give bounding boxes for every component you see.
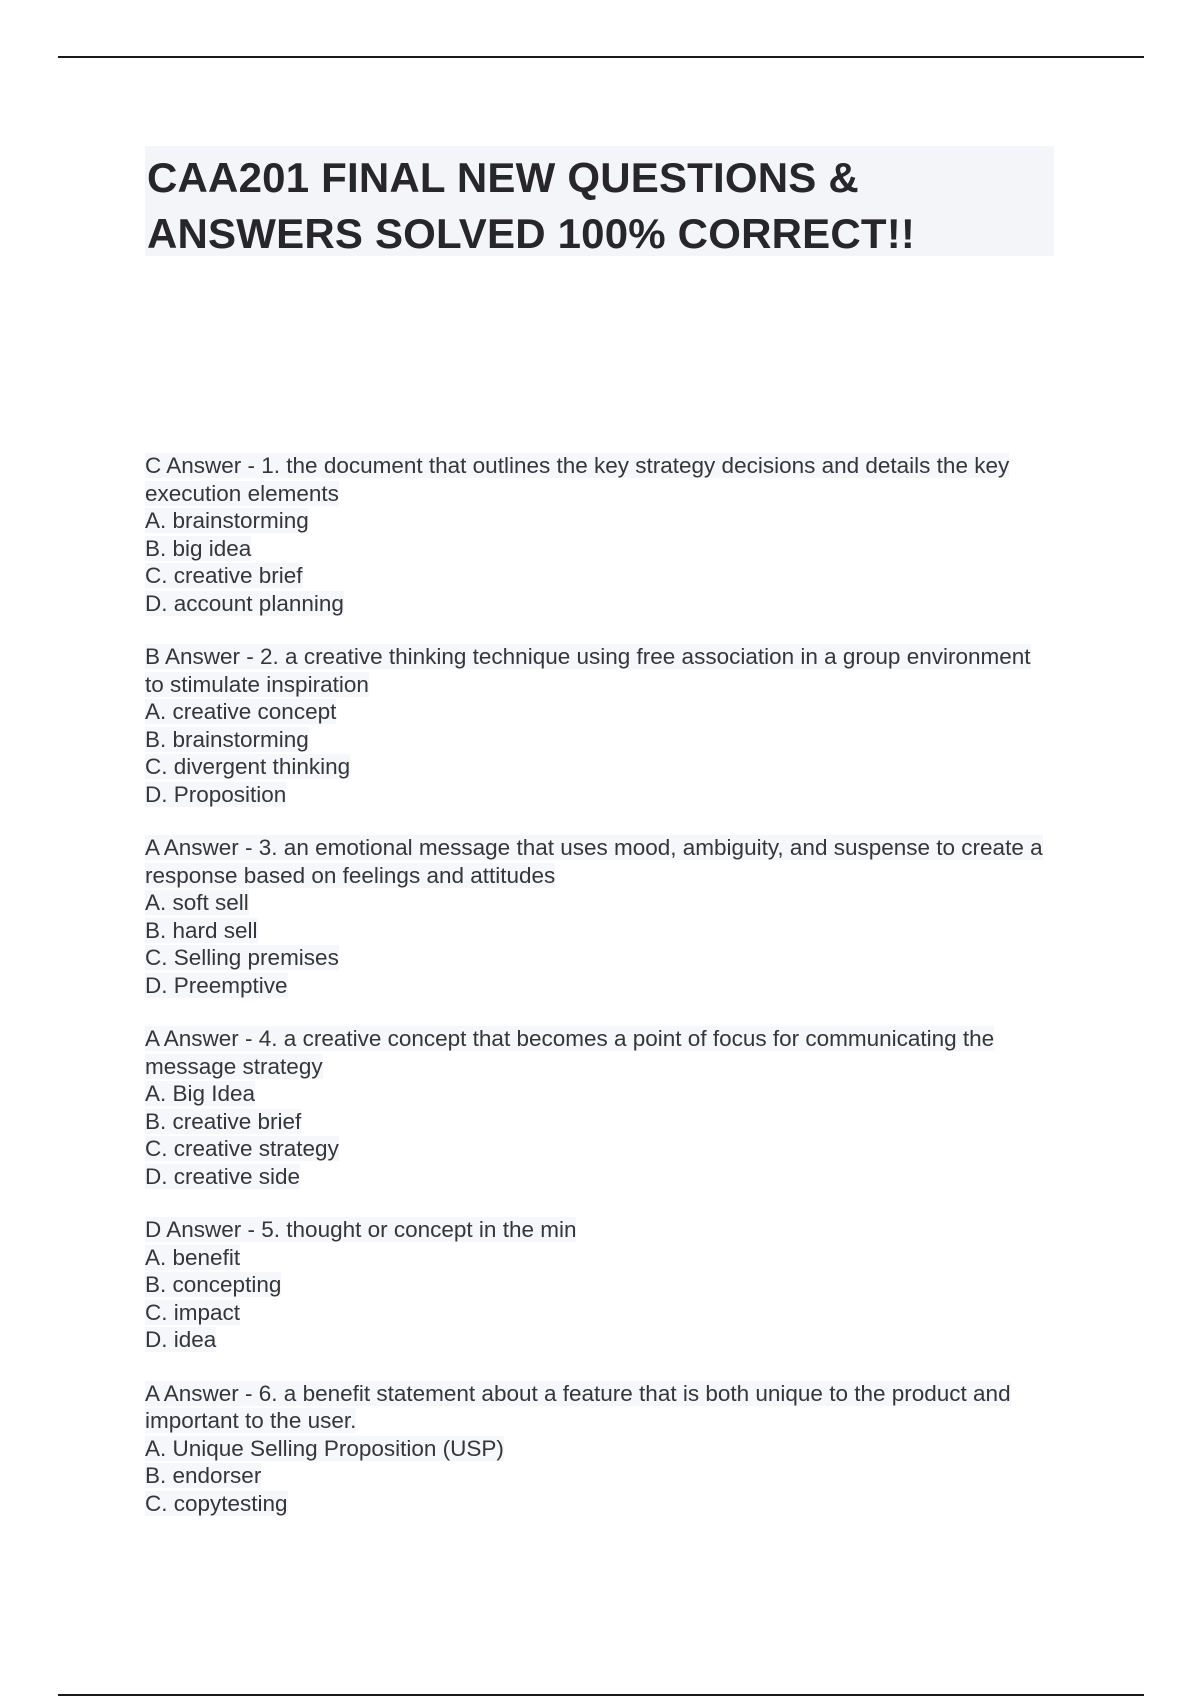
- top-rule: [58, 56, 1144, 58]
- answer-option: [145, 781, 1055, 809]
- answer-option-text: A. brainstorming: [145, 508, 309, 533]
- answer-option-text: C. impact: [145, 1299, 241, 1325]
- answer-option-text: C. Selling premises: [145, 945, 339, 970]
- answer-option-text: C. creative brief: [145, 563, 303, 588]
- question-prompt-text: C Answer - 1. the document that outlines the key strategy decisions and details the key execution elements: [145, 453, 1010, 506]
- title-line-1: CAA201 FINAL NEW QUESTIONS &: [147, 154, 859, 201]
- question-prompt: [145, 643, 1055, 698]
- question-prompt-text: A Answer - 6. a benefit statement about a feature that is both unique to the product and important to the user.: [145, 1380, 1011, 1433]
- answer-option: [145, 590, 1055, 618]
- question-prompt: [145, 834, 1055, 889]
- question-2: [145, 643, 1055, 808]
- answer-option: [145, 1244, 1055, 1272]
- answer-option-text: D. creative side: [145, 1163, 301, 1189]
- answer-option: [145, 1490, 1055, 1518]
- question-3: [145, 834, 1055, 999]
- answer-option-text: A. creative concept: [145, 699, 337, 724]
- answer-option-text: D. account planning: [145, 590, 344, 616]
- answer-option: [145, 1299, 1055, 1327]
- question-prompt-text: A Answer - 4. a creative concept that becomes a point of focus for communicating the message strategy: [145, 1026, 995, 1079]
- answer-option-text: B. creative brief: [145, 1108, 302, 1134]
- question-prompt: [145, 1216, 1055, 1244]
- answer-option-text: D. Proposition: [145, 781, 287, 807]
- answer-option: [145, 1080, 1055, 1108]
- answer-option-text: A. benefit: [145, 1244, 241, 1270]
- answer-option: [145, 917, 1055, 945]
- answer-option: [145, 972, 1055, 1000]
- answer-option: [145, 1135, 1055, 1163]
- question-prompt-text: B Answer - 2. a creative thinking technique using free association in a group environment to stimulate inspiration: [145, 644, 1031, 697]
- answer-option-text: B. endorser: [145, 1463, 262, 1488]
- answer-option: [145, 726, 1055, 754]
- answer-option: [145, 507, 1055, 535]
- document-title: [145, 146, 1054, 256]
- question-prompt-text: A Answer - 3. an emotional message that uses mood, ambiguity, and suspense to create a response based on feelings and attitudes: [145, 835, 1043, 888]
- bottom-rule: [58, 1694, 1144, 1696]
- question-prompt: [145, 1025, 1055, 1080]
- answer-option-text: B. concepting: [145, 1272, 282, 1297]
- answer-option-text: B. big idea: [145, 535, 252, 561]
- title-line-2: ANSWERS SOLVED 100% CORRECT!!: [147, 210, 916, 257]
- question-prompt: [145, 452, 1055, 507]
- answer-option-text: B. brainstorming: [145, 726, 309, 752]
- answer-option-text: B. hard sell: [145, 917, 258, 943]
- answer-option: [145, 1271, 1055, 1299]
- question-6: [145, 1380, 1055, 1518]
- answer-option: [145, 1163, 1055, 1191]
- answer-option-text: D. idea: [145, 1327, 217, 1352]
- answer-option: [145, 1435, 1055, 1463]
- answer-option: [145, 889, 1055, 917]
- question-prompt: [145, 1380, 1055, 1435]
- answer-option-text: C. creative strategy: [145, 1136, 339, 1161]
- answer-option: [145, 535, 1055, 563]
- answer-option: [145, 1108, 1055, 1136]
- question-list: [145, 452, 1055, 1543]
- answer-option: [145, 753, 1055, 781]
- answer-option: [145, 1462, 1055, 1490]
- answer-option: [145, 1326, 1055, 1354]
- answer-option-text: A. Big Idea: [145, 1081, 256, 1106]
- question-prompt-text: D Answer - 5. thought or concept in the min: [145, 1217, 577, 1242]
- question-1: [145, 452, 1055, 617]
- answer-option: [145, 562, 1055, 590]
- answer-option-text: D. Preemptive: [145, 972, 288, 998]
- answer-option-text: A. soft sell: [145, 890, 249, 915]
- question-4: [145, 1025, 1055, 1190]
- answer-option-text: C. divergent thinking: [145, 754, 351, 779]
- question-5: [145, 1216, 1055, 1354]
- answer-option-text: A. Unique Selling Proposition (USP): [145, 1435, 504, 1461]
- answer-option: [145, 944, 1055, 972]
- answer-option-text: C. copytesting: [145, 1490, 288, 1516]
- answer-option: [145, 698, 1055, 726]
